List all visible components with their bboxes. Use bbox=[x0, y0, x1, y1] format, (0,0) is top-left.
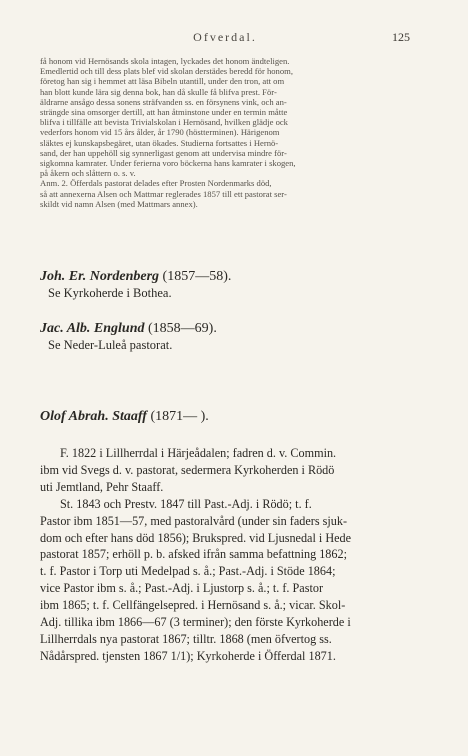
entry-note: Se Kyrkoherde i Bothea. bbox=[48, 286, 172, 300]
text-line: vice Pastor ibm s. å.; Past.-Adj. i Ljustorp s. å.; t. f. Pastor bbox=[40, 581, 323, 596]
text-line: t. f. Pastor i Torp uti Medelpad s. å.; Past.-Adj. i Stöde 1864; bbox=[40, 564, 336, 579]
text-line: Nådårspred. tjensten 1867 1/1); Kyrkoherde i Öfferdal 1871. bbox=[40, 648, 336, 663]
text-line: St. 1843 och Prestv. 1847 till Past.-Adj. i Rödö; t. f. bbox=[60, 496, 312, 511]
text-line: vederfors honom vid 15 års ålder, år 1790 (höstterminen). Härigenom bbox=[40, 127, 280, 138]
text-line: Adj. tillika ibm 1866—67 (3 terminer); den förste Kyrkoherde i bbox=[40, 615, 351, 630]
text-line: han blott kunde lära sig denna bok, han då skulle få blifva prest. För- bbox=[40, 86, 277, 97]
entry-name: Joh. Er. Nordenberg bbox=[40, 269, 160, 284]
text-line: få honom vid Hernösands skola intagen, lyckades det honom ändteligen. bbox=[40, 56, 290, 66]
text-line: F. 1822 i Lillherrdal i Härjeådalen; fadren d. v. Commin. bbox=[60, 446, 337, 460]
page-header bbox=[40, 30, 410, 48]
text-line: sigkomna kamrater. Under ferierna voro böckerna hans kamrater i skogen, bbox=[40, 158, 296, 169]
text-line: ibm vid Svegs d. v. pastorat, sedermera Kyrkoherden i Rödö bbox=[40, 462, 335, 477]
current-entry bbox=[40, 408, 420, 425]
text-line: blifva i tillfälle att bevista Trivialskolan i Hernösand, hvilken glädje ock bbox=[40, 117, 288, 128]
clergy-entry bbox=[40, 320, 420, 353]
text-line: Pastor ibm 1851—57, med pastoralvård (under sin faders sjuk- bbox=[40, 513, 347, 528]
text-line: Lillherrdals nya pastorat 1867; tilltr. 1868 (men öfvertog ss. bbox=[40, 631, 332, 646]
entry-years: (1857—58). bbox=[162, 269, 232, 284]
text-line: Anm. 2. Öfferdals pastorat delades efter Prosten Nordenmarks död, bbox=[40, 178, 272, 189]
entry-name: Olof Abrah. Staaff bbox=[40, 409, 147, 424]
text-line: så att annexerna Alsen och Mattmar reglerades 1857 till ett pastorat ser- bbox=[40, 188, 287, 199]
text-line: pastorat 1857; erhöll p. b. afsked ifrån samma befattning 1862; bbox=[40, 547, 347, 562]
clergy-entry bbox=[40, 268, 420, 301]
text-line: uti Jemtland, Pehr Staaff. bbox=[40, 479, 164, 494]
text-line: släktes ej kunskapsbegäret, utan ökades. Studierna fortsattes i Hernö- bbox=[40, 137, 279, 148]
entry-years: (1871— ). bbox=[150, 409, 209, 424]
text-line: skildt vid namn Alsen (med Mattmars annex). bbox=[40, 198, 198, 209]
entry-name: Jac. Alb. Englund bbox=[40, 321, 145, 336]
entry-note: Se Neder-Luleå pastorat. bbox=[48, 338, 173, 352]
page-number: 125 bbox=[392, 30, 410, 44]
text-line: äldrarne ansågo dessa sonens sträfvanden ss. en försynens vink, och an- bbox=[40, 96, 287, 107]
footnote-block bbox=[40, 56, 411, 209]
text-line: dom och efter hans död 1856); Brukspred. vid Ljusnedal i Hede bbox=[40, 530, 352, 545]
text-line: Emedlertid och till dess plats blef vid skolan derstädes beredd för honom, bbox=[40, 66, 293, 77]
text-line: strängde sina omsorger dertill, att han åtminstone under en termin måtte bbox=[40, 107, 288, 118]
text-line: sand, der han uppehöll sig synnerligast genom att undervisa mindre för- bbox=[40, 147, 287, 158]
entry-years: (1858—69). bbox=[148, 321, 217, 336]
text-line: ibm 1865; t. f. Cellfängelsepred. i Hernösand s. å.; vicar. Skol- bbox=[40, 598, 346, 613]
text-line: på åkern och slåttern o. s. v. bbox=[40, 168, 136, 179]
biography bbox=[40, 445, 425, 665]
running-title: Ofverdal. bbox=[193, 30, 257, 44]
text-line: företog han sig i hemmet att läsa Bibeln utantill, under den tron, att om bbox=[40, 76, 285, 87]
